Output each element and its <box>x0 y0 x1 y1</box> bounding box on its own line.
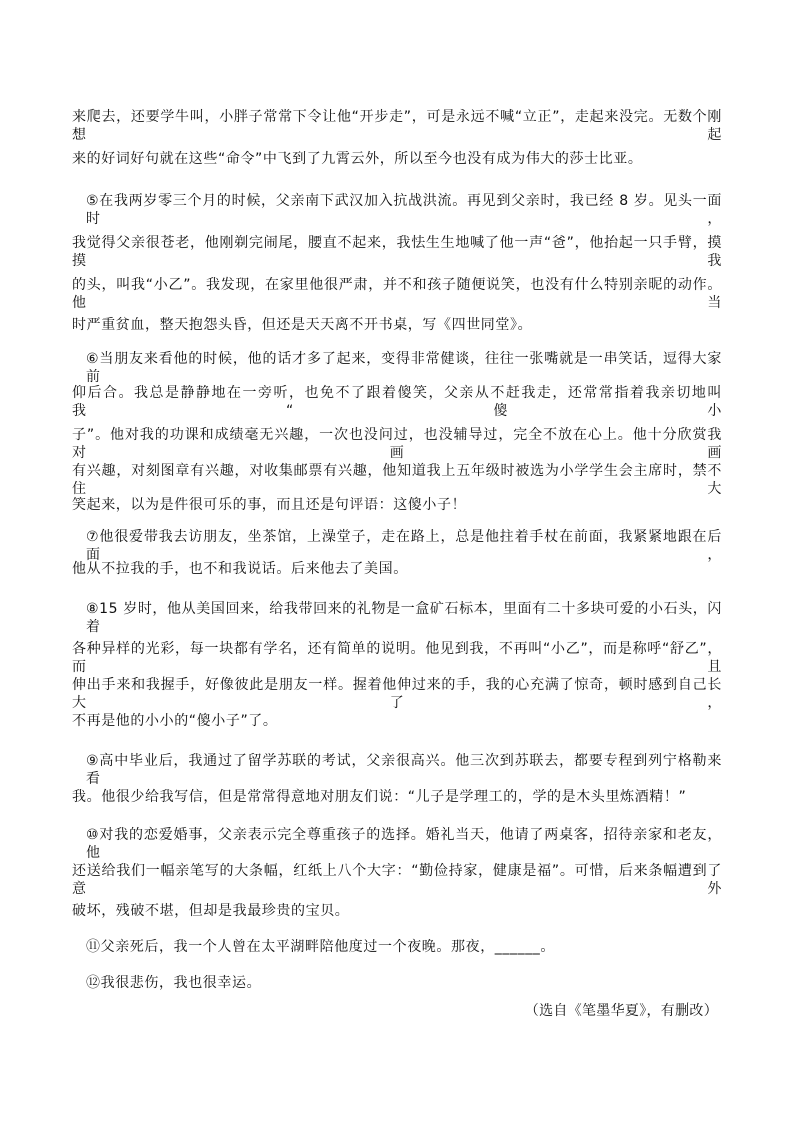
text-line-5: 的头，叫我“小乙”。我发现，在家里他很严肃，并不和孩子随便说笑，也没有什么特别亲昵的动作。他当 <box>72 277 722 311</box>
text-line-9: 子”。他对我的功课和成绩毫无兴趣，一次也没问过，也没辅导过，完全不放在心上。他十分欣赏我对画画 <box>72 427 722 461</box>
text-line-14: ⑧15 岁时，他从美国回来，给我带回来的礼物是一盒矿石标本，里面有二十多块可爱的小石头，闪着 <box>86 601 722 635</box>
text-line-3: ⑤在我两岁零三个月的时候，父亲南下武汉加入抗战洪流。再见到父亲时，我已经 8 岁。见头一面时， <box>86 193 722 227</box>
text-line-15: 各种异样的光彩，每一块都有学名，还有简单的说明。他见到我，不再叫“小乙”，而是称呼“舒乙”，而且 <box>72 641 722 675</box>
text-line-12: ⑦他很爱带我去访朋友，坐茶馆，上澡堂子，走在路上，总是他拄着手杖在前面，我紧紧地跟在后面， <box>86 529 722 563</box>
text-line-17: 不再是他的小小的“傻小子”了。 <box>72 713 278 729</box>
text-line-6: 时严重贫血，整天抱怨头昏，但还是天天离不开书桌，写《四世同堂》。 <box>72 317 533 333</box>
text-line-2: 来的好词好句就在这些“命令”中飞到了九霄云外，所以至今也没有成为伟大的莎士比亚。 <box>72 151 643 167</box>
text-line-1: 来爬去，还要学牛叫，小胖子常常下令让他“开步走”，可是永远不喊“立正”，走起来没完。无数个刚想起 <box>72 109 722 143</box>
text-line-10: 有兴趣，对刻图章有兴趣，对收集邮票有兴趣，他知道我上五年级时被选为小学学生会主席时，禁不住大 <box>72 463 722 497</box>
text-line-7: ⑥当朋友来看他的时候，他的话才多了起来，变得非常健谈，往往一张嘴就是一串笑话，逗得大家前 <box>86 351 722 385</box>
text-line-20: ⑩对我的恋爱婚事，父亲表示完全尊重孩子的选择。婚礼当天，他请了两桌客，招待亲家和老友，他 <box>86 827 722 861</box>
text-line-22: 破坏，残破不堪，但却是我最珍贵的宝贝。 <box>72 903 350 919</box>
text-line-11: 笑起来，以为是件很可乐的事，而且还是句评语：这傻小子！ <box>72 497 467 513</box>
text-line-4: 我觉得父亲很苍老，他刚剃完闹尾，腰直不起来，我怯生生地喊了他一声“爸”，他抬起一只手臂，摸摸我 <box>72 235 722 269</box>
source-citation: （选自《笔墨华夏》，有删改） <box>524 1003 718 1019</box>
text-line-8: 仰后合。我总是静静地在一旁听，也免不了跟着傻笑，父亲从不赶我走，还常常指着我亲切地叫我“傻小 <box>72 385 722 419</box>
text-line-21: 还送给我们一幅亲笔写的大条幅，红纸上八个大字：“勤俭持家，健康是福”。可惜，后来条幅遭到了意外 <box>72 863 722 897</box>
text-line-18: ⑨高中毕业后，我通过了留学苏联的考试，父亲很高兴。他三次到苏联去，都要专程到列宁格勒来看 <box>86 753 722 787</box>
text-line-24: ⑫我很悲伤，我也很幸运。 <box>86 975 262 991</box>
text-line-16: 伸出手来和我握手，好像彼此是朋友一样。握着他伸过来的手，我的心充满了惊奇，顿时感到自己长大了， <box>72 677 722 711</box>
text-line-23: ⑪父亲死后，我一个人曾在太平湖畔陪他度过一个夜晚。那夜，______。 <box>86 939 555 955</box>
text-line-19: 我。他很少给我写信，但是常常得意地对朋友们说：“儿子是学理工的，学的是木头里炼酒精！” <box>72 789 687 805</box>
text-line-13: 他从不拉我的手，也不和我说话。后来他去了美国。 <box>72 561 408 577</box>
